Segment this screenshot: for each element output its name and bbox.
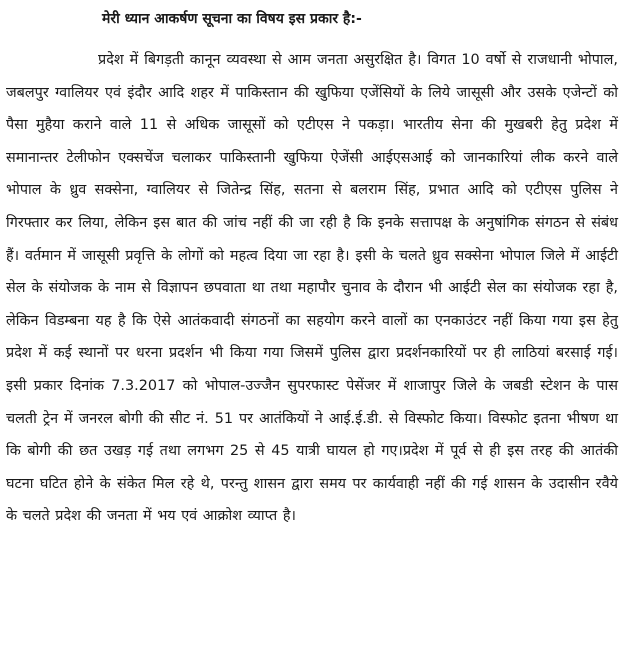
attention-notice-heading: मेरी ध्यान आकर्षण सूचना का विषय इस प्रकार है:- [102,11,362,27]
notice-body-paragraph: प्रदेश में बिगड़ती कानून व्यवस्था से आम जनता असुरक्षित है। विगत 10 वर्षो से राजधानी भोपाल, जबलपुर ग्वालियर एवं इंदौर आदि शहर में पाकिस्तान की खुफिया एजेंसियों के लिये जासूसी और उसके एजेन्टों को पैसा मुहैया कराने वाले 11 से अधिक जासूसों को एटीएस ने पकड़ा। भारतीय सेना की मुखबरी हेतु प्रदेश में समानान्तर टेलीफोन एक्सचेंज चलाकर पाकिस्तानी खुफिया ऐजेंसी आईएसआई को जानकारियां लीक करने वाले भोपाल के ध्रुव सक्सेना, ग्वालियर से जितेन्द्र सिंह, सतना से बलराम सिंह, प्रभात आदि को एटीएस पुलिस ने गिरफ्तार कर लिया, लेकिन इस बात की जांच नहीं की जा रही है कि इनके सत्तापक्ष के अनुषांगिक संगठन से संबंध हैं। वर्तमान में जासूसी प्रवृत्ति के लोगों को महत्व दिया जा रहा है। इसी के चलते ध्रुव सक्सेना भोपाल जिले में आईटी सेल के संयोजक के नाम से विज्ञापन छपवाता था तथा महापौर चुनाव के दौरान भी आईटी सेल का संयोजक रहा है, लेकिन विडम्बना यह है कि ऐसे आतंकवादी संगठनों का सहयोग करने वालों का एनकाउंटर नहीं किया गया इस हेतु प्रदेश में कई स्थानों पर धरना प्रदर्शन भी किया गया जिसमें पुलिस द्वारा प्रदर्शनकारियों पर ही लाठियां बरसाई गई। इसी प्रकार दिनांक 7.3.2017 को भोपाल-उज्जैन सुपरफास्ट पेसेंजर में शाजापुर जिले के जबडी स्टेशन के पास चलती ट्रेन में जनरल बोगी की सीट नं. 51 पर आतंकियों ने आई.ई.डी. से विस्फोट किया। विस्फोट इतना भीषण था कि बोगी की छत उखड़ गई तथा लगभग 25 से 45 यात्री घायल हो गए।प्रदेश में पूर्व से ही इस तरह की आतंकी घटना घटित होने के संकेत मिल रहे थे, परन्तु शासन द्वारा समय पर कार्यवाही नहीं की गई शासन के उदासीन रवैये के चलते प्रदेश की जनता में भय एवं आक्रोश व्याप्त है। [6,52,618,525]
